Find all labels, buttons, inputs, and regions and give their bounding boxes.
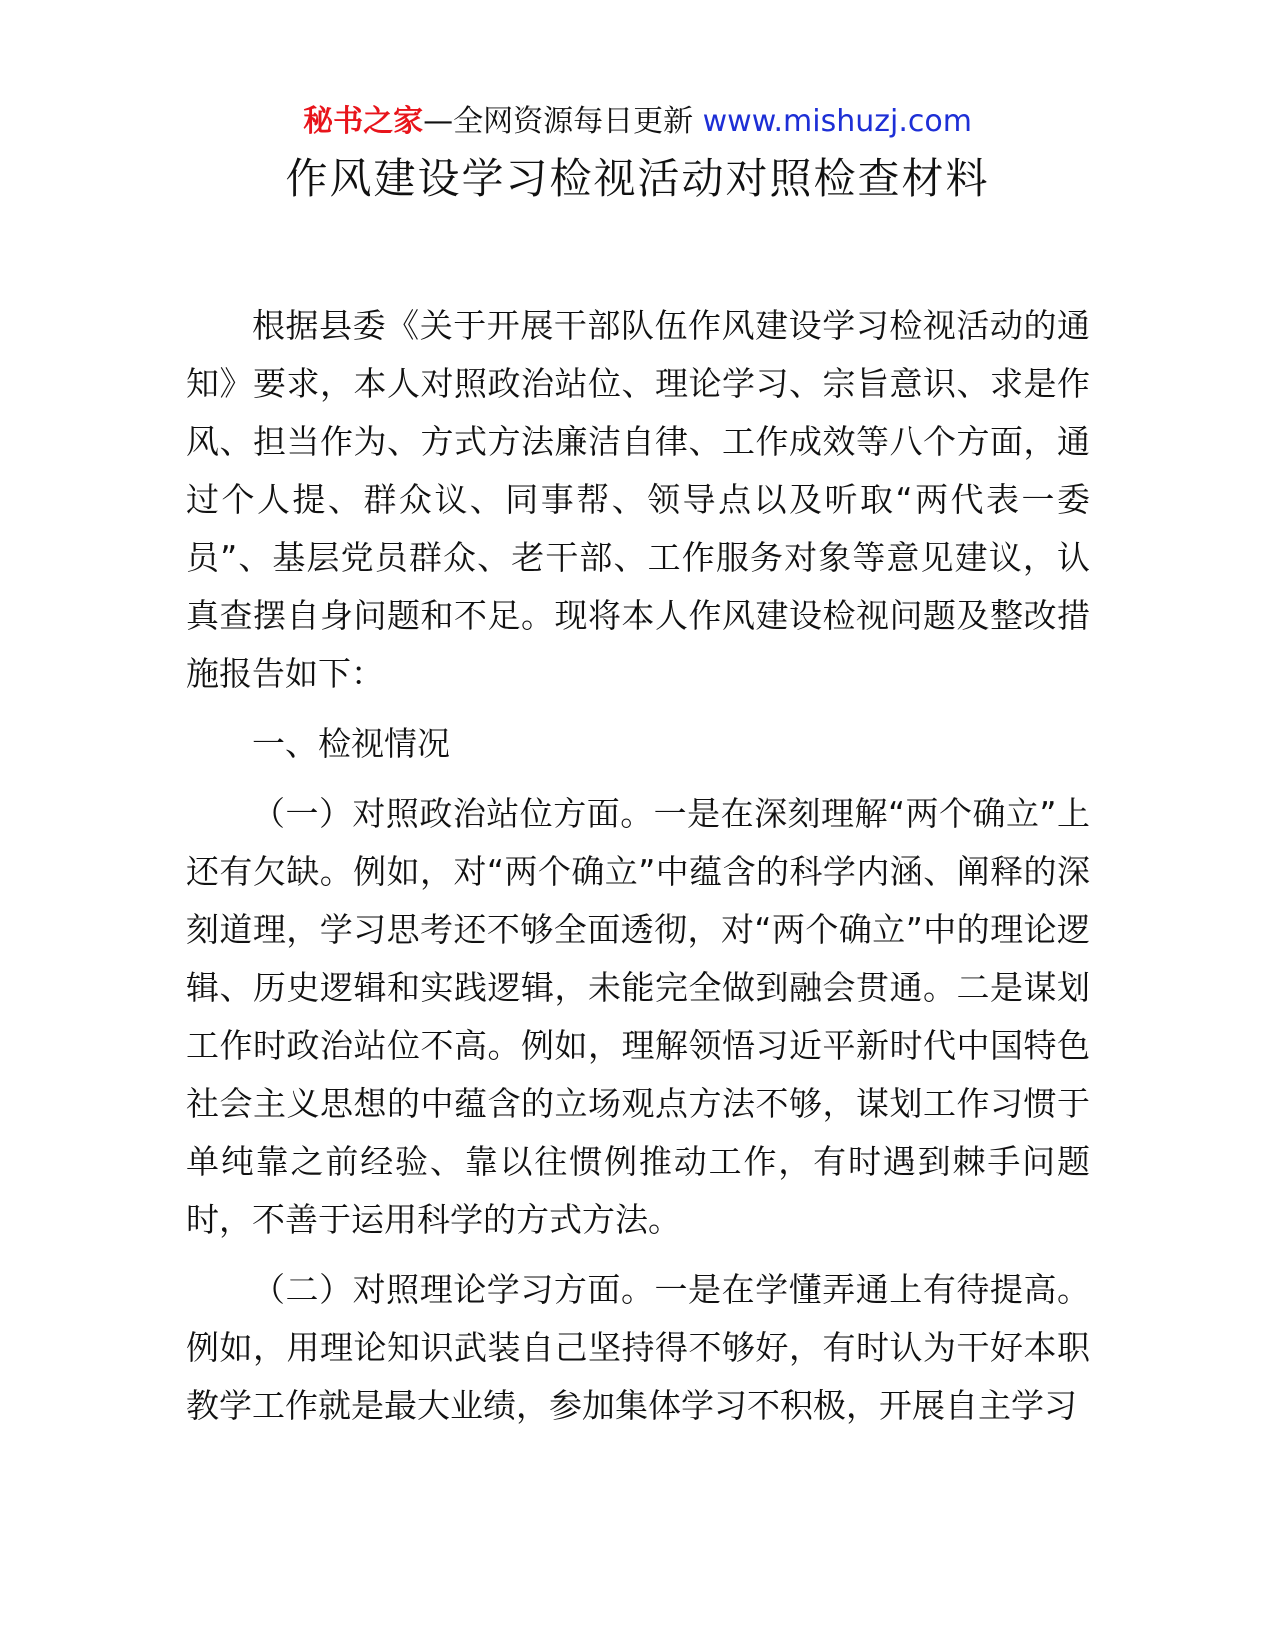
- document-title: 作风建设学习检视活动对照检查材料: [285, 154, 990, 203]
- site-url-link[interactable]: www.mishuzj.com: [702, 104, 972, 139]
- document-body: [186, 297, 1090, 1435]
- section-heading: 一、检视情况: [252, 724, 450, 763]
- political-stance-paragraph: （一）对照政治站位方面。一是在深刻理解“两个确立”上还有欠缺。例如，对“两个确立”中蕴含的科学内涵、阐释的深刻道理，学习思考还不够全面透彻，对“两个确立”中的理论逻辑、历史逻辑和实践逻辑，未能完全做到融会贯通。二是谋划工作时政治站位不高。例如，理解领悟习近平新时代中国特色社会主义思想的中蕴含的立场观点方法不够，谋划工作习惯于单纯靠之前经验、靠以往惯例推动工作，有时遇到棘手问题时，不善于运用科学的方式方法。: [186, 794, 1090, 1239]
- site-tagline: —全网资源每日更新: [423, 104, 703, 139]
- intro-paragraph: 根据县委《关于开展干部队伍作风建设学习检视活动的通知》要求，本人对照政治站位、理论学习、宗旨意识、求是作风、担当作为、方式方法廉洁自律、工作成效等八个方面，通过个人提、群众议、同事帮、领导点以及听取“两代表一委员”、基层党员群众、老干部、工作服务对象等意见建议，认真查摆自身问题和不足。现将本人作风建设检视问题及整改措施报告如下：: [186, 306, 1090, 693]
- theory-study-paragraph: （二）对照理论学习方面。一是在学懂弄通上有待提高。例如，用理论知识武装自己坚持得不够好，有时认为干好本职教学工作就是最大业绩，参加集体学习不积极，开展自主学习: [186, 1270, 1090, 1425]
- site-header: [0, 102, 1275, 142]
- site-brand: 秘书之家: [303, 104, 424, 139]
